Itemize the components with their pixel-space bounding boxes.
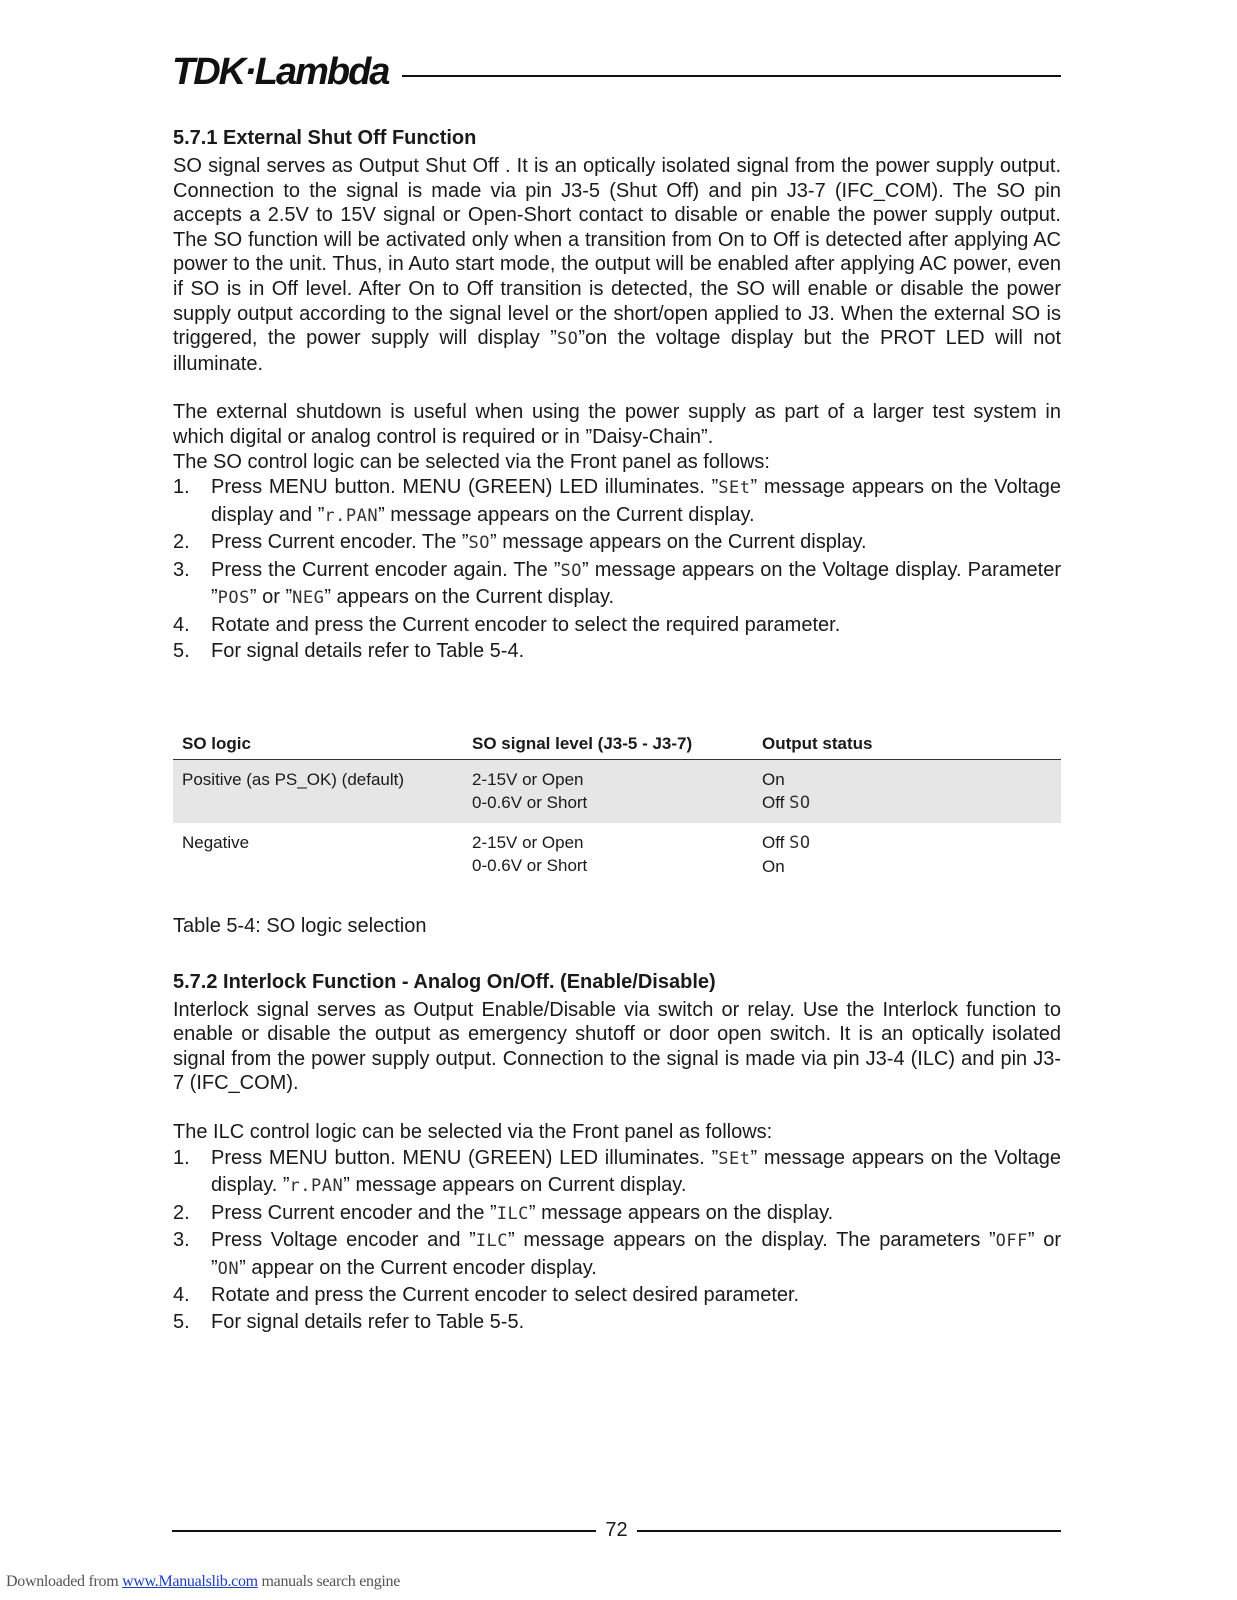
list-item: 2. Press Current encoder. The ”SO” message appears on the Current display.	[173, 531, 867, 554]
page-header	[172, 50, 1061, 94]
so-logic-table	[173, 729, 1061, 886]
seven-segment-text: r.PAN	[324, 505, 379, 526]
so-steps-list	[173, 474, 1061, 665]
cell-signal-level: 2-15V or Open 0-0.6V or Short	[472, 832, 588, 875]
cell-so-logic: Positive (as PS_OK) (default)	[173, 759, 463, 823]
list-item: 3. Press the Current encoder again. The ”SO” message appears on the Voltage display. Parameter ”POS” or ”NEG” appears on the Current display.	[173, 558, 1061, 609]
footer-rule-right	[637, 1530, 1061, 1532]
page-content	[173, 124, 1061, 1335]
section-5-7-1-paragraph-1: SO signal serves as Output Shut Off . It is an optically isolated signal from the power supply output. Connection to the signal is made via pin J3-5 (Shut Off) and pin J3-7 (IFC_COM). The SO pin accepts a 2.5V to 15V signal or Open-Short contact to disable or enable the power supply output. The SO function will be activated only when a transition from On to Off is detected after applying AC power to the unit. Thus, in Auto start mode, the output will be enabled after applying AC power, even if SO is in Off level. After On to Off transition is detected, the SO will enable or disable the power supply output according to the signal level or the short/open applied to J3. When the external SO is triggered, the power supply will display ”SO”on the voltage display but the PROT LED will not illuminate.	[173, 155, 1062, 375]
manualslib-link[interactable]: www.Manualslib.com	[122, 1573, 258, 1590]
ilc-steps-list	[173, 1145, 1061, 1336]
so-logic-table-wrapper	[173, 729, 1061, 886]
seven-segment-text: SO	[560, 560, 582, 581]
column-header-so-signal-level: SO signal level (J3-5 - J3-7)	[463, 729, 753, 760]
footer-rule-left	[172, 1530, 596, 1532]
page-number: 72	[605, 1519, 628, 1541]
seven-segment-text: SEt	[718, 478, 751, 499]
download-notice: Downloaded from www.Manualslib.com manuals search engine	[6, 1573, 401, 1590]
section-5-7-2-paragraph-1: Interlock signal serves as Output Enable/Disable via switch or relay. Use the Interlock function to enable or disable the output as emergency shutoff or door open switch. It is an optically isolated signal from the power supply output. Connection to the signal is made via pin J3-4 (ILC) and pin J3-7 (IFC_COM).	[173, 998, 1061, 1095]
seven-segment-text: SO	[468, 533, 491, 554]
column-header-output-status: Output status	[753, 729, 1061, 760]
cell-output-status: On Off SO	[753, 759, 1061, 823]
seven-segment-text: ILC	[475, 1231, 509, 1252]
seven-segment-text: NEG	[292, 588, 325, 609]
cell-so-logic: Negative	[182, 832, 250, 852]
cell-output-status: Off SO On	[762, 832, 811, 876]
list-item: 4. Rotate and press the Current encoder to select the required parameter.	[173, 613, 841, 636]
list-item: 5. For signal details refer to Table 5-4.	[173, 640, 525, 663]
list-item: 1. Press MENU button. MENU (GREEN) LED illuminates. ”SEt” message appears on the Voltage display and ”r.PAN” message appears on the Current display.	[173, 476, 1061, 526]
seven-segment-text: SO	[789, 832, 811, 853]
table-row	[173, 823, 1061, 886]
tdk-lambda-logo: TDK·Lambda	[172, 51, 389, 93]
section-5-7-1-paragraph-2: The external shutdown is useful when using the power supply as part of a larger test system in which digital or analog control is required or in ”Daisy-Chain”.	[173, 401, 1061, 448]
seven-segment-text: SEt	[718, 1148, 751, 1169]
seven-segment-text: ON	[217, 1258, 240, 1279]
table-caption: Table 5-4: SO logic selection	[173, 914, 427, 937]
list-item: 2. Press Current encoder and the ”ILC” message appears on the display.	[173, 1201, 834, 1224]
section-5-7-2-title: 5.7.2 Interlock Function - Analog On/Off. (Enable/Disable)	[173, 970, 716, 993]
page-footer	[172, 1518, 1061, 1542]
list-item: 1. Press MENU button. MENU (GREEN) LED illuminates. ”SEt” message appears on the Voltage display. ”r.PAN” message appears on Current display.	[173, 1146, 1061, 1197]
table-row	[173, 759, 1061, 823]
section-5-7-2-paragraph-2: The ILC control logic can be selected via the Front panel as follows:	[173, 1121, 773, 1143]
seven-segment-text: r.PAN	[289, 1176, 344, 1197]
section-5-7-1-title: 5.7.1 External Shut Off Function	[173, 127, 477, 149]
cell-signal-level: 2-15V or Open 0-0.6V or Short	[463, 759, 753, 823]
list-item: 4. Rotate and press the Current encoder to select desired parameter.	[173, 1284, 800, 1307]
list-item: 3. Press Voltage encoder and ”ILC” message appears on the display. The parameters ”OFF” or ”ON” appear on the Current encoder display.	[173, 1229, 1061, 1279]
list-item: 5. For signal details refer to Table 5-5.	[173, 1310, 525, 1333]
seven-segment-text: OFF	[995, 1231, 1028, 1252]
seven-segment-text: SO	[789, 792, 811, 813]
header-rule	[402, 75, 1061, 77]
column-header-so-logic: SO logic	[173, 729, 463, 760]
section-5-7-1-paragraph-3: The SO control logic can be selected via the Front panel as follows:	[173, 450, 770, 473]
seven-segment-text: SO	[556, 329, 579, 350]
seven-segment-text: ILC	[496, 1203, 529, 1224]
table-header-row	[173, 729, 1061, 760]
seven-segment-text: POS	[217, 588, 250, 609]
